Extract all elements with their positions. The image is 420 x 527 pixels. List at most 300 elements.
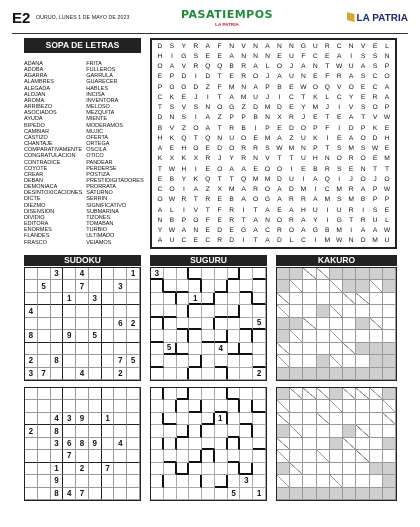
sudoku-cell: 4 bbox=[25, 305, 38, 317]
sudoku-cell bbox=[76, 355, 89, 367]
grid-letter: A bbox=[157, 206, 163, 214]
blocked-cell bbox=[356, 268, 369, 280]
grid-letter: T bbox=[217, 124, 222, 132]
word-entry: EDITORA bbox=[24, 221, 49, 228]
blocked-cell bbox=[370, 368, 383, 380]
blocked-cell bbox=[370, 343, 383, 355]
sudoku-cell bbox=[76, 450, 89, 462]
suguru-cell bbox=[177, 463, 190, 475]
sudoku-cell: 8 bbox=[51, 355, 64, 367]
grid-letter: A bbox=[348, 73, 354, 81]
suguru-cell bbox=[177, 488, 190, 500]
grid-letter: G bbox=[241, 227, 247, 235]
suguru-cell bbox=[240, 463, 253, 475]
grid-letter: Q bbox=[205, 175, 211, 183]
sudoku-cell bbox=[89, 368, 102, 380]
grid-letter: S bbox=[360, 52, 366, 60]
suguru-cell bbox=[228, 355, 241, 367]
entry-cell bbox=[290, 305, 303, 317]
suguru-cell bbox=[240, 488, 253, 500]
sudoku-cell bbox=[127, 463, 140, 475]
grid-letter: Y bbox=[348, 93, 354, 101]
entry-cell bbox=[303, 355, 316, 367]
sudoku-cell bbox=[89, 305, 102, 317]
sudoku-cell bbox=[25, 268, 38, 280]
grid-letter: O bbox=[193, 124, 199, 132]
sudoku-cell: 2 bbox=[76, 463, 89, 475]
sudoku-cell bbox=[127, 438, 140, 450]
blocked-cell bbox=[343, 268, 356, 280]
sudoku-cell bbox=[114, 475, 127, 487]
suguru-cell: 5 bbox=[253, 318, 266, 330]
word-entry: AROMA bbox=[24, 97, 45, 104]
grid-letter: N bbox=[229, 42, 235, 50]
sudoku-cell bbox=[114, 388, 127, 400]
suguru-cell bbox=[189, 425, 202, 437]
suguru-cell bbox=[189, 330, 202, 342]
suguru-cell bbox=[215, 425, 228, 437]
word-entry: GUARECER bbox=[86, 79, 118, 86]
grid-letter: P bbox=[241, 114, 246, 122]
word-entry: TIZONES bbox=[86, 214, 111, 221]
sudoku-cell bbox=[127, 388, 140, 400]
suguru-cell bbox=[228, 318, 241, 330]
grid-letter: O bbox=[360, 155, 366, 163]
grid-letter: S bbox=[193, 52, 199, 60]
grid-letter: B bbox=[277, 83, 282, 91]
grid-letter: N bbox=[157, 216, 163, 224]
grid-letter: E bbox=[336, 134, 342, 142]
suguru-cell bbox=[240, 343, 253, 355]
clue-cell bbox=[317, 388, 330, 400]
grid-letter: T bbox=[217, 73, 222, 81]
blocked-cell bbox=[343, 280, 356, 292]
grid-letter: I bbox=[170, 52, 173, 60]
suguru-cell bbox=[202, 355, 215, 367]
grid-letter: E bbox=[277, 124, 282, 132]
sudoku-cell bbox=[38, 355, 51, 367]
sudoku-cell bbox=[127, 293, 140, 305]
grid-letter: Y bbox=[313, 216, 318, 224]
blocked-cell bbox=[343, 368, 356, 380]
grid-letter: R bbox=[193, 63, 199, 71]
grid-letter: I bbox=[302, 175, 305, 183]
grid-letter: B bbox=[157, 124, 163, 132]
grid-letter: T bbox=[253, 206, 258, 214]
sudoku-cell bbox=[102, 425, 115, 437]
entry-cell bbox=[317, 318, 330, 330]
suguru-cell bbox=[215, 305, 228, 317]
suguru-cell bbox=[228, 388, 241, 400]
grid-letter: S bbox=[336, 165, 342, 173]
grid-letter: T bbox=[217, 175, 222, 183]
clue-cell bbox=[343, 438, 356, 450]
sudoku-cell bbox=[25, 488, 38, 500]
grid-letter: D bbox=[253, 104, 258, 112]
grid-letter: A bbox=[253, 63, 258, 71]
sudoku-cell bbox=[102, 368, 115, 380]
suguru-cell: 1 bbox=[253, 488, 266, 500]
word-search-grid bbox=[150, 38, 397, 249]
entry-cell bbox=[356, 438, 369, 450]
suguru-cell bbox=[253, 330, 266, 342]
page-number: E2 bbox=[12, 10, 31, 27]
grid-letter: R bbox=[324, 165, 330, 173]
grid-letter: A bbox=[253, 83, 258, 91]
sudoku-cell bbox=[114, 305, 127, 317]
entry-cell bbox=[303, 438, 316, 450]
sudoku-cell: 4 bbox=[114, 438, 127, 450]
header-divider bbox=[12, 33, 408, 34]
grid-letter: F bbox=[205, 216, 210, 224]
grid-letter: A bbox=[277, 134, 282, 142]
entry-cell bbox=[330, 463, 343, 475]
sudoku-cell bbox=[38, 438, 51, 450]
entry-cell bbox=[330, 425, 343, 437]
grid-letter: S bbox=[372, 63, 378, 71]
suguru-cell bbox=[151, 450, 164, 462]
entry-cell bbox=[356, 463, 369, 475]
entry-cell bbox=[317, 400, 330, 412]
grid-letter: D bbox=[217, 227, 223, 235]
grid-letter: I bbox=[338, 175, 341, 183]
clue-cell bbox=[330, 305, 343, 317]
blocked-cell bbox=[330, 388, 343, 400]
grid-letter: B bbox=[241, 124, 246, 132]
suguru-cell bbox=[240, 268, 253, 280]
grid-letter: O bbox=[360, 175, 366, 183]
suguru-cell bbox=[215, 293, 228, 305]
grid-letter: A bbox=[384, 83, 390, 91]
sudoku-cell bbox=[38, 305, 51, 317]
grid-letter: A bbox=[301, 63, 306, 71]
grid-letter: M bbox=[336, 227, 342, 235]
word-entry: ADANA bbox=[24, 61, 43, 67]
grid-letter: K bbox=[313, 93, 318, 101]
sudoku-cell bbox=[25, 400, 38, 412]
grid-letter: M bbox=[300, 186, 307, 194]
suguru-cell bbox=[177, 355, 190, 367]
grid-letter: I bbox=[362, 206, 365, 214]
sudoku-cell bbox=[102, 355, 115, 367]
grid-letter: N bbox=[253, 155, 258, 163]
word-entry: COMPARATIVAMENTE bbox=[24, 147, 83, 154]
grid-letter: R bbox=[372, 93, 378, 101]
suguru-cell bbox=[228, 330, 241, 342]
grid-letter: E bbox=[229, 73, 234, 81]
grid-letter: W bbox=[383, 114, 391, 122]
sudoku-cell: 5 bbox=[127, 355, 140, 367]
blocked-cell bbox=[330, 438, 343, 450]
grid-letter: R bbox=[360, 216, 366, 224]
sudoku-cell bbox=[102, 280, 115, 292]
suguru-cell bbox=[215, 368, 228, 380]
blocked-cell bbox=[383, 488, 396, 500]
word-entry: INVENTORA bbox=[86, 97, 119, 104]
suguru-cell bbox=[164, 318, 177, 330]
grid-letter: R bbox=[229, 206, 235, 214]
suguru-cell bbox=[177, 305, 190, 317]
clue-cell bbox=[356, 388, 369, 400]
grid-letter: O bbox=[276, 63, 283, 71]
sudoku-cell bbox=[76, 330, 89, 342]
grid-letter: R bbox=[288, 196, 294, 204]
suguru-cell bbox=[202, 450, 215, 462]
entry-cell bbox=[330, 413, 343, 425]
grid-letter: I bbox=[206, 93, 209, 101]
grid-letter: H bbox=[384, 134, 390, 142]
blocked-cell bbox=[370, 488, 383, 500]
grid-letter: O bbox=[157, 63, 163, 71]
sudoku-title: SUDOKU bbox=[24, 255, 141, 266]
clue-cell bbox=[356, 425, 369, 437]
grid-letter: V bbox=[181, 104, 187, 112]
grid-letter: I bbox=[278, 93, 281, 101]
sudoku-cell bbox=[89, 463, 102, 475]
grid-letter: I bbox=[326, 206, 329, 214]
entry-cell bbox=[317, 293, 330, 305]
word-entry: ARRIBEZO bbox=[24, 104, 53, 111]
grid-letter: E bbox=[384, 206, 390, 214]
sudoku-cell bbox=[51, 343, 64, 355]
suguru-cell bbox=[177, 268, 190, 280]
suguru-cell bbox=[202, 488, 215, 500]
suguru-cell bbox=[202, 438, 215, 450]
entry-cell bbox=[370, 413, 383, 425]
suguru-cell bbox=[151, 400, 164, 412]
entry-cell bbox=[317, 425, 330, 437]
suguru-cell bbox=[240, 413, 253, 425]
grid-letter: N bbox=[241, 83, 247, 91]
grid-letter: O bbox=[360, 134, 366, 142]
suguru-cell bbox=[164, 475, 177, 487]
sudoku-cell bbox=[127, 475, 140, 487]
grid-letter: E bbox=[181, 93, 187, 101]
grid-letter: I bbox=[182, 206, 185, 214]
grid-letter: C bbox=[157, 93, 163, 101]
suguru-cell bbox=[177, 330, 190, 342]
entry-cell bbox=[303, 425, 316, 437]
grid-letter: P bbox=[384, 196, 390, 204]
suguru-cell bbox=[253, 463, 266, 475]
clue-cell bbox=[343, 293, 356, 305]
clue-cell bbox=[356, 450, 369, 462]
entry-cell bbox=[370, 450, 383, 462]
grid-letter: V bbox=[348, 104, 354, 112]
suguru-cell bbox=[151, 293, 164, 305]
clue-cell bbox=[330, 400, 343, 412]
grid-letter: N bbox=[384, 52, 390, 60]
grid-letter: T bbox=[325, 145, 330, 153]
grid-letter: E bbox=[217, 52, 222, 60]
sudoku-cell bbox=[114, 400, 127, 412]
grid-letter: O bbox=[384, 175, 390, 183]
sudoku-cell: 5 bbox=[38, 280, 51, 292]
grid-letter: O bbox=[252, 196, 259, 204]
grid-letter: N bbox=[169, 114, 175, 122]
word-entry: INCISA bbox=[86, 91, 105, 98]
suguru-cell bbox=[164, 330, 177, 342]
sudoku-cell: 2 bbox=[114, 368, 127, 380]
entry-cell bbox=[303, 413, 316, 425]
suguru-cell bbox=[177, 475, 190, 487]
suguru-cell bbox=[202, 330, 215, 342]
grid-letter: K bbox=[372, 124, 378, 132]
grid-letter: T bbox=[157, 165, 163, 173]
sudoku-cell bbox=[102, 305, 115, 317]
entry-cell bbox=[383, 450, 396, 462]
grid-letter: I bbox=[194, 165, 197, 173]
blocked-cell bbox=[356, 280, 369, 292]
grid-letter: T bbox=[361, 114, 366, 122]
grid-letter: A bbox=[277, 196, 282, 204]
grid-letter: N bbox=[300, 145, 306, 153]
grid-letter: Q bbox=[217, 63, 223, 71]
grid-letter: V bbox=[181, 63, 187, 71]
sudoku-cell bbox=[127, 413, 140, 425]
suguru-cell: 3 bbox=[151, 268, 164, 280]
suguru-cell bbox=[202, 475, 215, 487]
word-entry: ULTIMADO bbox=[86, 233, 115, 240]
sudoku-cell bbox=[25, 388, 38, 400]
sudoku-cell: 1 bbox=[127, 268, 140, 280]
sudoku-cell bbox=[76, 343, 89, 355]
grid-letter: E bbox=[360, 83, 366, 91]
grid-letter: G bbox=[181, 83, 187, 91]
suguru-puzzle-2 bbox=[150, 387, 267, 501]
sudoku-cell: 1 bbox=[102, 413, 115, 425]
suguru-cell bbox=[215, 268, 228, 280]
suguru-cell bbox=[215, 330, 228, 342]
grid-letter: R bbox=[348, 206, 354, 214]
entry-cell bbox=[330, 293, 343, 305]
entry-cell bbox=[343, 400, 356, 412]
sudoku-cell: 3 bbox=[89, 293, 102, 305]
entry-cell bbox=[290, 413, 303, 425]
grid-letter: H bbox=[312, 155, 318, 163]
sudoku-cell bbox=[51, 388, 64, 400]
grid-letter: M bbox=[348, 196, 354, 204]
entry-cell bbox=[290, 475, 303, 487]
sudoku-cell bbox=[51, 318, 64, 330]
suguru-cell bbox=[228, 368, 241, 380]
word-entry: TOMABAN bbox=[86, 221, 114, 228]
sudoku-cell bbox=[76, 388, 89, 400]
suguru-cell bbox=[189, 388, 202, 400]
blocked-cell bbox=[277, 488, 290, 500]
suguru-cell bbox=[164, 450, 177, 462]
grid-letter: I bbox=[182, 186, 185, 194]
sudoku-cell bbox=[51, 305, 64, 317]
grid-letter: E bbox=[360, 93, 366, 101]
grid-letter: J bbox=[194, 93, 198, 101]
entry-cell bbox=[303, 475, 316, 487]
sudoku-cell bbox=[25, 280, 38, 292]
grid-letter: D bbox=[205, 73, 211, 81]
grid-letter: P bbox=[360, 124, 366, 132]
word-entry: GARRULA bbox=[86, 73, 113, 80]
grid-letter: D bbox=[288, 186, 294, 194]
blocked-cell bbox=[330, 368, 343, 380]
clue-cell bbox=[303, 318, 316, 330]
grid-letter: V bbox=[336, 83, 342, 91]
suguru-cell bbox=[202, 425, 215, 437]
suguru-cell bbox=[151, 355, 164, 367]
grid-letter: H bbox=[157, 134, 163, 142]
word-entry: PRESTIDIGITADORES bbox=[86, 177, 144, 184]
clue-cell bbox=[277, 400, 290, 412]
clue-cell bbox=[277, 293, 290, 305]
clue-cell bbox=[290, 330, 303, 342]
clue-cell bbox=[330, 355, 343, 367]
sudoku-cell bbox=[63, 268, 76, 280]
grid-letter: Z bbox=[205, 186, 210, 194]
suguru-cell bbox=[253, 388, 266, 400]
grid-letter: R bbox=[217, 237, 223, 245]
sudoku-cell bbox=[102, 488, 115, 500]
sudoku-cell: 4 bbox=[76, 268, 89, 280]
blocked-cell bbox=[383, 368, 396, 380]
grid-letter: A bbox=[360, 186, 366, 194]
grid-letter: V bbox=[265, 155, 270, 163]
grid-letter: G bbox=[312, 227, 318, 235]
word-entry: SUBMARINA bbox=[86, 208, 119, 215]
grid-letter: C bbox=[372, 83, 378, 91]
pasatiempos-logo bbox=[172, 8, 282, 32]
suguru-cell: 1 bbox=[189, 293, 202, 305]
word-entry: DEMONIACA bbox=[24, 184, 58, 191]
sudoku-cell bbox=[114, 268, 127, 280]
clue-cell bbox=[277, 343, 290, 355]
clue-cell bbox=[343, 343, 356, 355]
word-entry: ALAMBRES bbox=[24, 79, 54, 86]
grid-letter: G bbox=[264, 196, 271, 204]
grid-letter: G bbox=[300, 42, 306, 50]
grid-letter: T bbox=[373, 165, 378, 173]
entry-cell bbox=[303, 330, 316, 342]
blocked-cell bbox=[317, 355, 330, 367]
entry-cell bbox=[303, 280, 316, 292]
blocked-cell bbox=[303, 488, 316, 500]
grid-letter: A bbox=[241, 165, 246, 173]
word-entry: BIPEDO bbox=[24, 122, 45, 129]
grid-letter: A bbox=[253, 216, 258, 224]
sudoku-cell bbox=[102, 438, 115, 450]
suguru-cell bbox=[164, 368, 177, 380]
suguru-cell bbox=[151, 475, 164, 487]
entry-cell bbox=[290, 450, 303, 462]
suguru-cell bbox=[164, 268, 177, 280]
grid-letter: R bbox=[205, 196, 211, 204]
grid-letter: W bbox=[383, 186, 391, 194]
blocked-cell bbox=[317, 368, 330, 380]
entry-cell bbox=[370, 475, 383, 487]
grid-letter: A bbox=[301, 227, 306, 235]
grid-letter: A bbox=[384, 93, 390, 101]
grid-letter: H bbox=[181, 145, 187, 153]
grid-letter: S bbox=[360, 145, 366, 153]
suguru-cell bbox=[151, 343, 164, 355]
entry-cell bbox=[383, 305, 396, 317]
blocked-cell bbox=[383, 343, 396, 355]
grid-letter: N bbox=[193, 227, 199, 235]
grid-letter: U bbox=[300, 155, 306, 163]
sudoku-cell bbox=[25, 293, 38, 305]
sudoku-cell: 9 bbox=[63, 330, 76, 342]
suguru-puzzle-1 bbox=[150, 267, 267, 381]
suguru-cell bbox=[215, 355, 228, 367]
sudoku-cell bbox=[89, 488, 102, 500]
